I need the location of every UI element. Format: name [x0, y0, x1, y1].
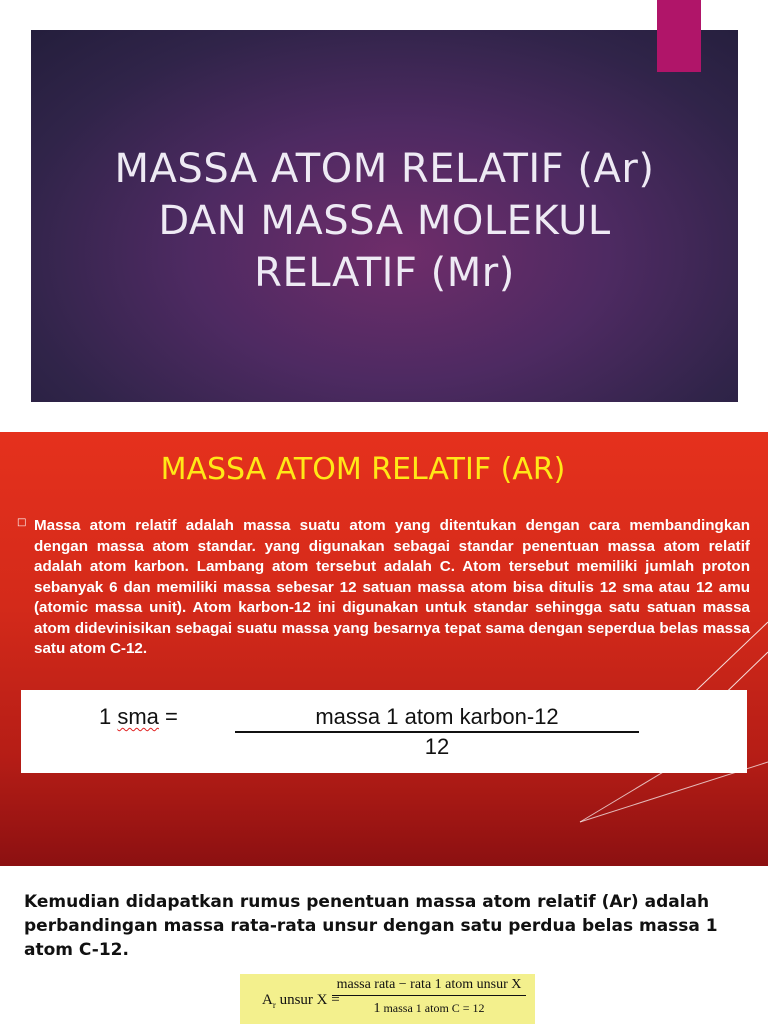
formula-numerator: massa 1 atom karbon-12 [235, 704, 639, 733]
sma-formula-box [21, 690, 747, 773]
explanation-text: Kemudian didapatkan rumus penentuan massa atom relatif (Ar) adalah perbandingan massa rata-rata unsur dengan satu perdua belas massa 1 atom C-12. [24, 892, 718, 960]
formula-lhs [99, 704, 178, 730]
formula-prefix: 1 [99, 704, 118, 729]
title-line-3: RELATIF (Mr) [254, 250, 515, 296]
slide-2-body: Massa atom relatif adalah massa suatu atom yang ditentukan dengan cara membandingkan dengan massa atom standar. yang digunakan sebagai standar penentuan massa atom relatif adalah atom karbon. Lambang atom tersebut adalah C. Atom tersebut memiliki jumlah proton sebanyak 6 dan memiliki massa sebesar 12 satuan massa atom bisa ditulis 12 sma atau 12 amu (atomic massa unit). Atom karbon-12 ini digunakan untuk standar sehingga satu satuan massa atom didevinisikan sebagai suatu massa yang besarnya tepat sama dengan seperdua belas massa satu atom C-12. [34, 517, 750, 657]
slide-1-title [31, 143, 738, 299]
accent-tab [657, 0, 701, 72]
square-bullet-icon: □ [17, 517, 27, 528]
ar-den-fraction: 1 [373, 1001, 381, 1016]
ar-formula-denominator [332, 1001, 526, 1017]
formula-equals: = [158, 704, 178, 729]
formula-unit: sma [117, 704, 159, 729]
ar-formula-box [240, 974, 535, 1024]
ar-formula-numerator: massa rata − rata 1 atom unsur X [332, 977, 526, 996]
ar-subscript: r [272, 1000, 276, 1010]
ar-den-text: massa 1 atom C = 12 [383, 1001, 485, 1015]
title-line-2: DAN MASSA MOLEKUL [158, 198, 611, 244]
slide-2 [0, 432, 768, 866]
formula-denominator: 12 [424, 734, 450, 759]
ar-lhs-rest: unsur X = [275, 992, 340, 1008]
ar-formula-lhs [262, 992, 340, 1010]
title-line-1: MASSA ATOM RELATIF (Ar) [114, 146, 655, 192]
ar-symbol: A [262, 992, 273, 1008]
slide-1 [0, 0, 768, 432]
slide-2-title: MASSA ATOM RELATIF (AR) [160, 452, 566, 487]
